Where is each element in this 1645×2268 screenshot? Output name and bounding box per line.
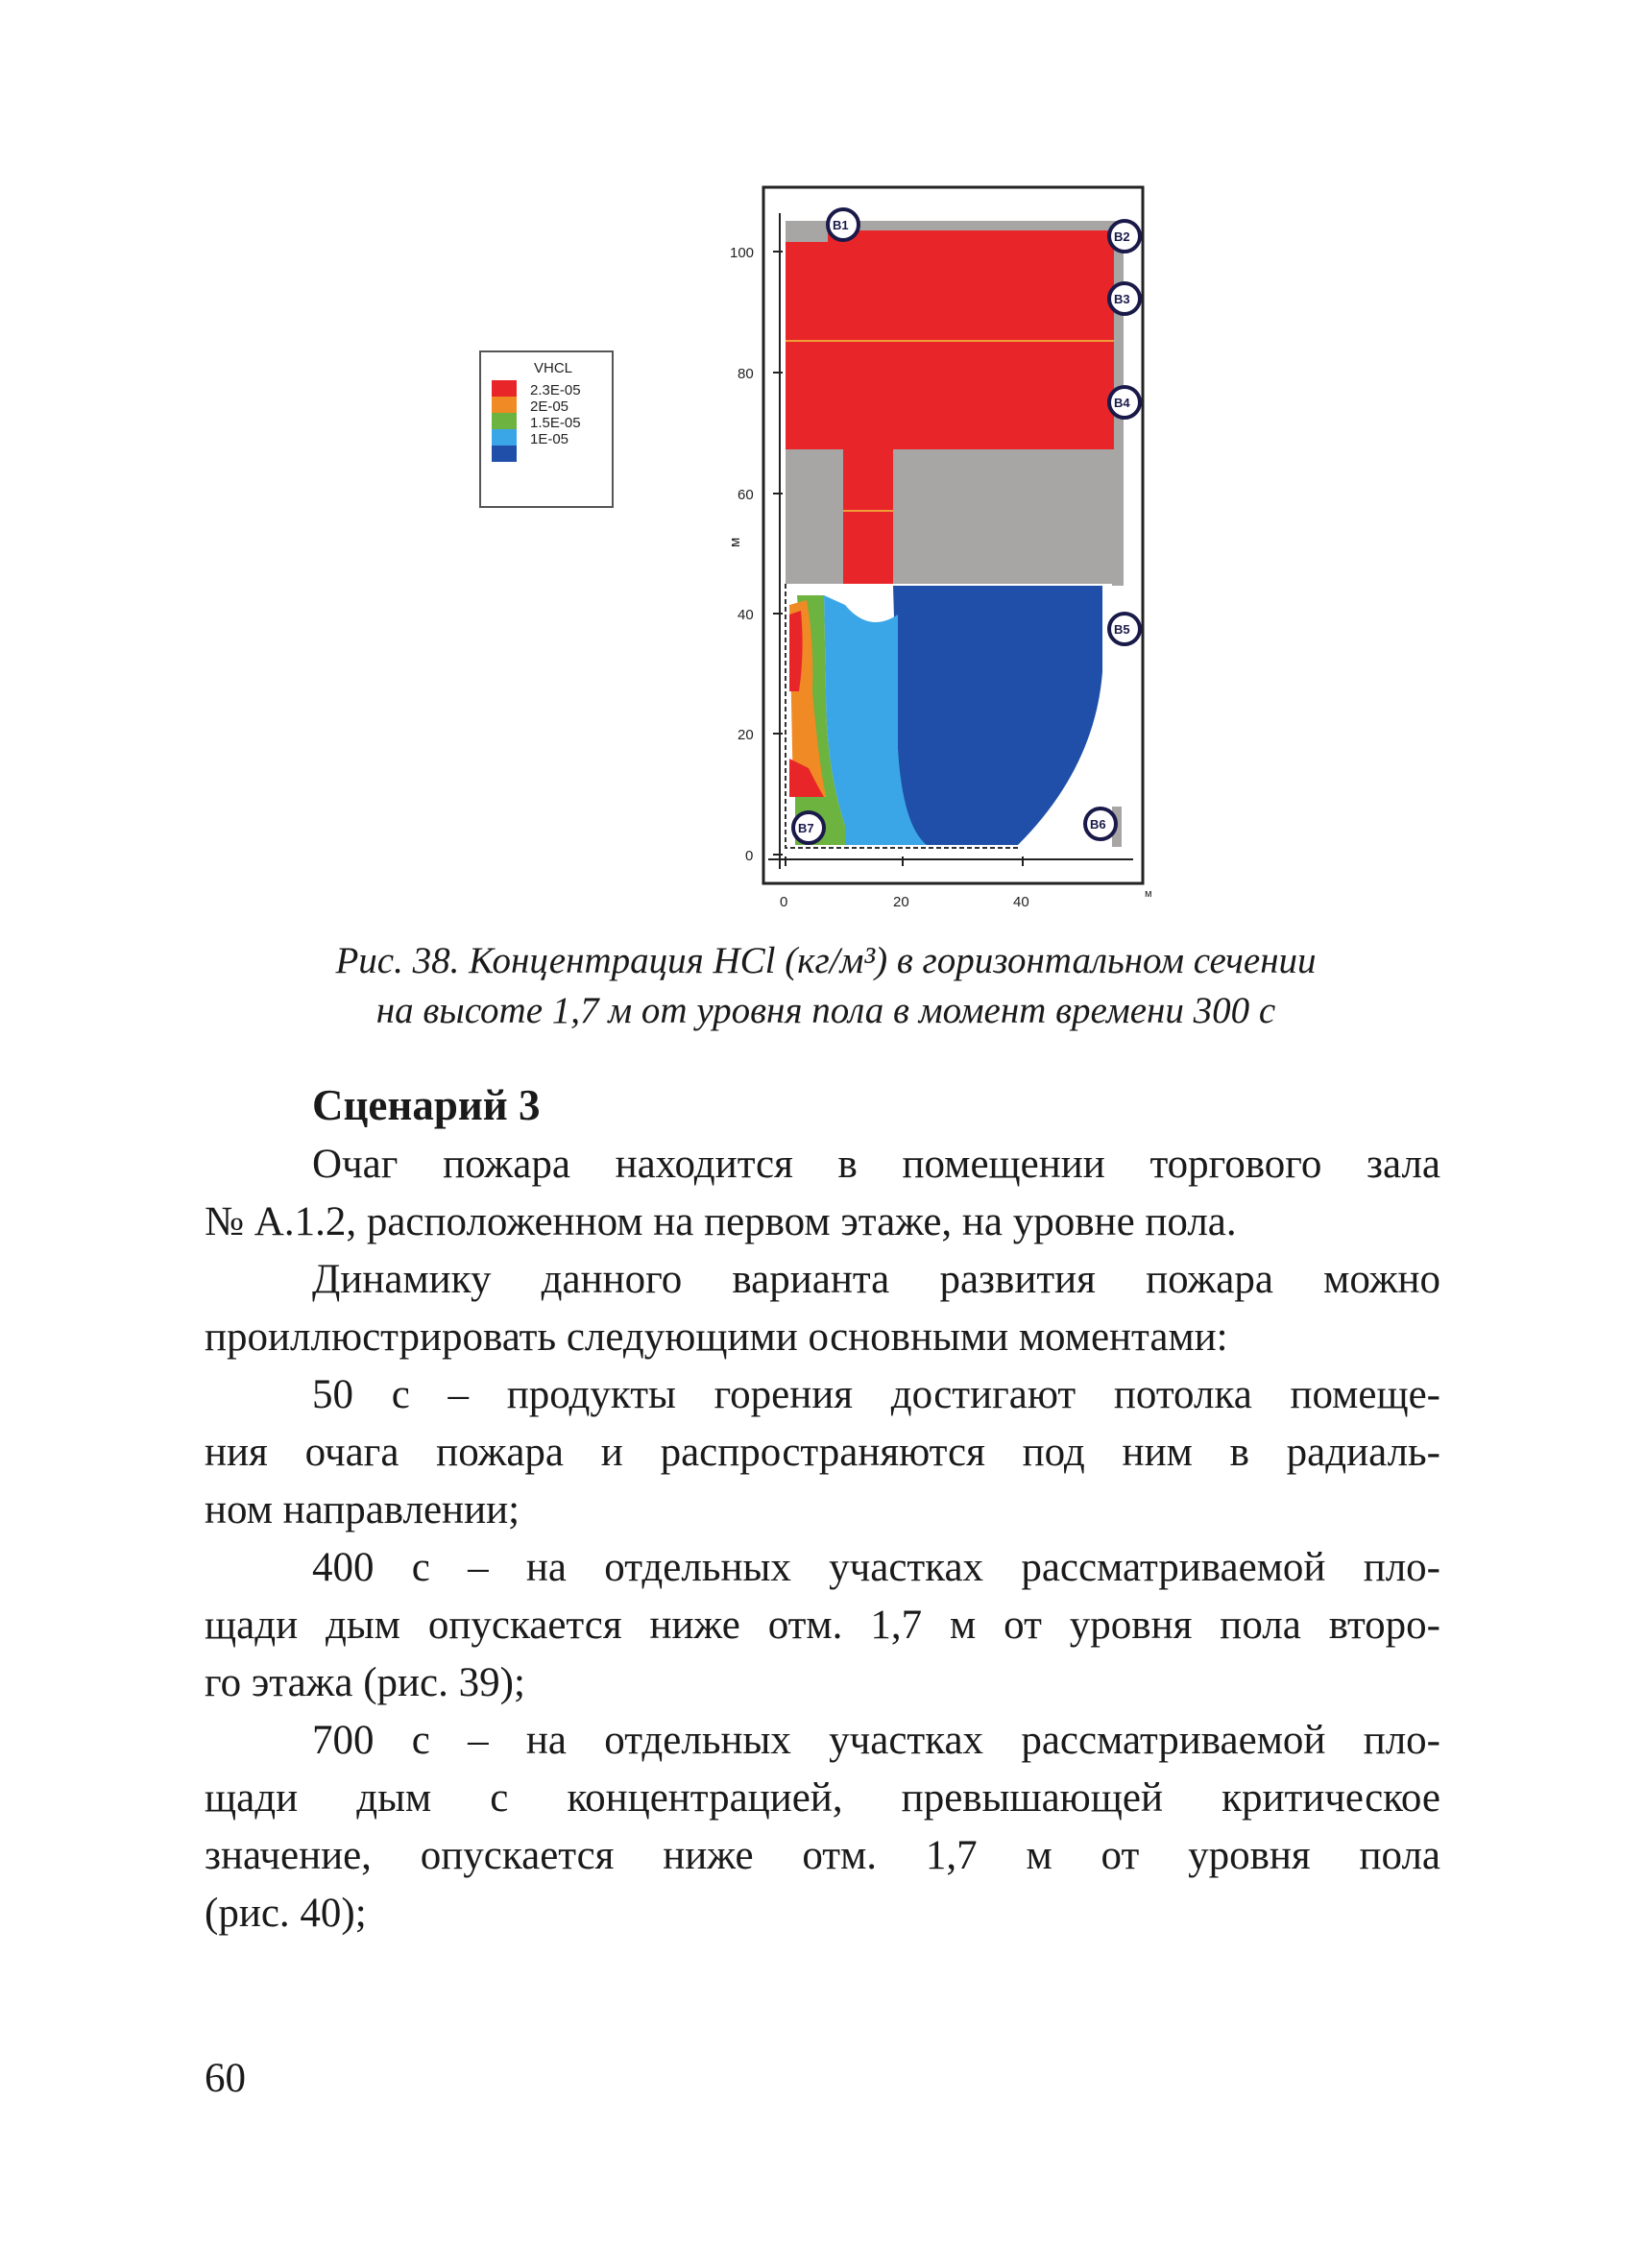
paragraph-line: 400 с – на отдельных участках рассматриваемой пло- [312, 1545, 1440, 1590]
figure-caption-line-1: Рис. 38. Концентрация HCl (кг/м³) в горизонтальном сечении [335, 940, 1317, 981]
legend-swatch-dark-blue [492, 446, 517, 462]
legend-label-4: 1E-05 [530, 431, 569, 447]
paragraph-line: ном направлении; [205, 1487, 520, 1532]
figure-caption-line-2: на высоте 1,7 м от уровня пола в момент времени 300 с [375, 990, 1276, 1031]
x-axis-label: м [1145, 888, 1152, 900]
paragraph-line: (рис. 40); [205, 1891, 367, 1936]
legend-swatch-orange [492, 397, 517, 413]
paragraph-line: значение, опускается ниже отм. 1,7 м от уровня пола [205, 1833, 1440, 1878]
legend-swatch-light-blue [492, 429, 517, 446]
x-tick-20: 20 [893, 894, 909, 910]
y-axis-label: м [727, 537, 743, 547]
sensor-b4-label: B4 [1114, 396, 1130, 410]
hcl-concentration-figure [0, 0, 1645, 922]
paragraph-line: 700 с – на отдельных участках рассматриваемой пло- [312, 1718, 1440, 1763]
paragraph-line: Очаг пожара находится в помещении торгового зала [312, 1142, 1440, 1187]
legend-swatch-red [492, 380, 517, 397]
x-tick-40: 40 [1013, 894, 1029, 910]
sensor-b3-label: B3 [1114, 292, 1130, 306]
y-tick-80: 80 [738, 366, 754, 382]
plot [727, 187, 1152, 910]
sensor-b5-label: B5 [1114, 622, 1130, 637]
legend [480, 351, 613, 507]
sensor-b7-label: B7 [798, 821, 814, 835]
legend-label-3: 1.5E-05 [530, 415, 581, 431]
section-title: Сценарий 3 [312, 1081, 541, 1129]
legend-title: VHCL [534, 360, 573, 376]
sensor-b2-label: B2 [1114, 229, 1130, 244]
y-tick-40: 40 [738, 607, 754, 623]
paragraph-line: 50 с – продукты горения достигают потолка помеще- [312, 1372, 1440, 1417]
page-number: 60 [205, 2056, 246, 2101]
y-tick-20: 20 [738, 727, 754, 743]
paragraph-line: проиллюстрировать следующими основными моментами: [205, 1315, 1228, 1360]
paragraph-line: го этажа (рис. 39); [205, 1660, 525, 1705]
y-tick-0: 0 [745, 848, 754, 864]
x-tick-0: 0 [780, 894, 788, 910]
paragraph-line: № А.1.2, расположенном на первом этаже, на уровне пола. [205, 1199, 1237, 1244]
paragraph-line: щади дым с концентрацией, превышающей критическое [205, 1775, 1440, 1821]
paragraph-line: щади дым опускается ниже отм. 1,7 м от уровня пола второ- [205, 1603, 1440, 1648]
paragraph-line: ния очага пожара и распространяются под ним в радиаль- [205, 1430, 1440, 1475]
sensor-b1-label: B1 [833, 218, 849, 232]
legend-swatch-green [492, 413, 517, 429]
y-tick-100: 100 [730, 245, 755, 261]
paragraph-line: Динамику данного варианта развития пожара можно [312, 1257, 1440, 1302]
sensor-b6-label: B6 [1090, 817, 1106, 832]
y-tick-60: 60 [738, 487, 754, 503]
legend-label-1: 2.3E-05 [530, 382, 581, 398]
legend-label-2: 2E-05 [530, 398, 569, 415]
